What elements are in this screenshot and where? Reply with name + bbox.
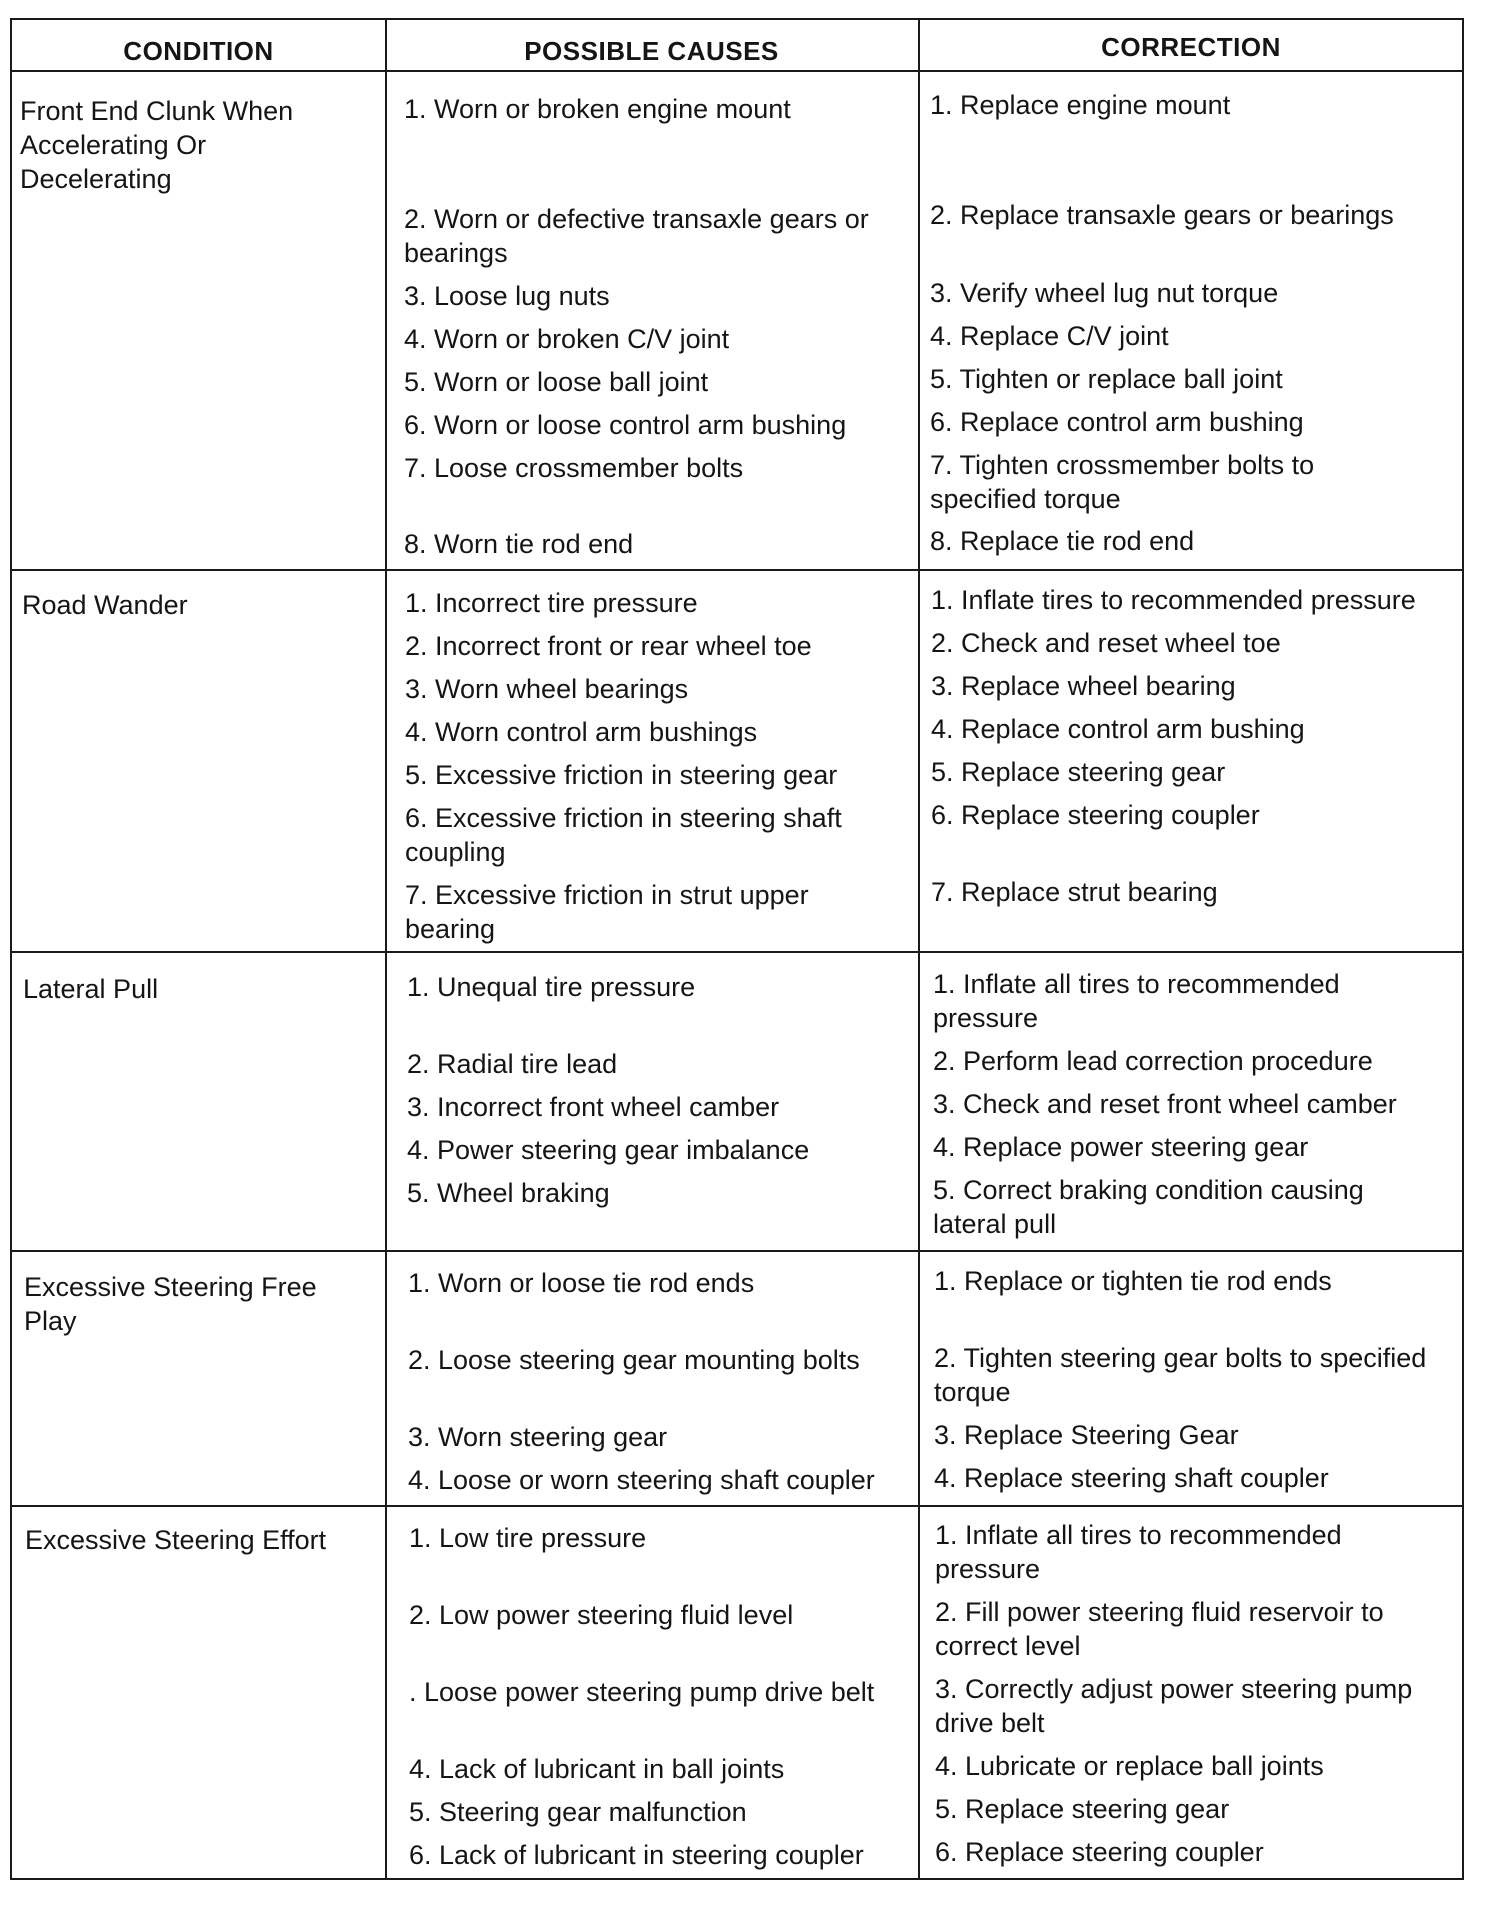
correction-text: 5. Replace steering gear [931, 757, 1226, 787]
correction-text: 2. Fill power steering fluid reservoir to [935, 1597, 1384, 1627]
cause-text: 2. Worn or defective transaxle gears or [404, 204, 869, 234]
correction-text: 4. Replace control arm bushing [931, 714, 1305, 744]
cause-text: 4. Lack of lubricant in ball joints [409, 1754, 785, 1784]
header-condition: CONDITION [123, 36, 274, 66]
correction-text: 4. Replace steering shaft coupler [934, 1463, 1329, 1493]
correction-text: 7. Tighten crossmember bolts to [930, 450, 1315, 480]
cause-text: 7. Loose crossmember bolts [404, 453, 744, 483]
correction-text: 1. Replace engine mount [930, 90, 1231, 120]
cause-text: 1. Worn or broken engine mount [404, 94, 791, 124]
correction-text: 3. Replace Steering Gear [934, 1420, 1239, 1450]
cause-text: 1. Unequal tire pressure [407, 972, 696, 1002]
cause-text: 3. Worn wheel bearings [405, 674, 689, 704]
correction-text: 4. Replace power steering gear [933, 1132, 1309, 1162]
cause-text: 5. Wheel braking [407, 1178, 610, 1208]
cause-text: 1. Incorrect tire pressure [405, 588, 698, 618]
correction-text: 1. Inflate tires to recommended pressure [931, 585, 1416, 615]
correction-text: 2. Perform lead correction procedure [933, 1046, 1373, 1076]
correction-text: 6. Replace steering coupler [935, 1837, 1264, 1867]
cause-text: 5. Worn or loose ball joint [404, 367, 709, 397]
section-divider [12, 569, 1462, 571]
correction-text: 5. Correct braking condition causing [933, 1175, 1364, 1205]
correction-text: 3. Verify wheel lug nut torque [930, 278, 1279, 308]
correction-text: torque [934, 1377, 1011, 1407]
correction-text: specified torque [930, 484, 1121, 514]
correction-text: 1. Inflate all tires to recommended [933, 969, 1340, 999]
section-divider [12, 1505, 1462, 1507]
condition-text: Excessive Steering Effort [25, 1525, 327, 1555]
cause-text: 4. Loose or worn steering shaft coupler [408, 1465, 875, 1495]
cause-text: 1. Worn or loose tie rod ends [408, 1268, 755, 1298]
cause-text: bearing [405, 914, 496, 944]
condition-text: Road Wander [22, 590, 188, 620]
correction-text: 3. Correctly adjust power steering pump [935, 1674, 1413, 1704]
cause-text: 4. Worn or broken C/V joint [404, 324, 730, 354]
condition-text: Accelerating Or [20, 130, 207, 160]
header-possible-causes: POSSIBLE CAUSES [524, 36, 779, 66]
correction-text: 2. Replace transaxle gears or bearings [930, 200, 1394, 230]
cause-text: 8. Worn tie rod end [404, 529, 634, 559]
cause-text: 3. Incorrect front wheel camber [407, 1092, 780, 1122]
section-divider [12, 951, 1462, 953]
correction-text: 1. Replace or tighten tie rod ends [934, 1266, 1332, 1296]
header-correction: CORRECTION [1101, 32, 1281, 62]
condition-text: Decelerating [20, 164, 172, 194]
cause-text: 2. Loose steering gear mounting bolts [408, 1345, 860, 1375]
cause-text: 3. Loose lug nuts [404, 281, 610, 311]
cause-text: 6. Excessive friction in steering shaft [405, 803, 842, 833]
correction-text: 6. Replace control arm bushing [930, 407, 1304, 437]
correction-text: pressure [935, 1554, 1041, 1584]
cause-text: 6. Worn or loose control arm bushing [404, 410, 847, 440]
correction-text: 3. Check and reset front wheel camber [933, 1089, 1397, 1119]
correction-text: 5. Replace steering gear [935, 1794, 1230, 1824]
column-divider [918, 20, 920, 1878]
condition-text: Lateral Pull [23, 974, 159, 1004]
correction-text: 7. Replace strut bearing [931, 877, 1218, 907]
correction-text: 6. Replace steering coupler [931, 800, 1260, 830]
column-divider [385, 20, 387, 1878]
cause-text: coupling [405, 837, 506, 867]
cause-text: 4. Power steering gear imbalance [407, 1135, 810, 1165]
cause-text: 5. Excessive friction in steering gear [405, 760, 838, 790]
cause-text: 1. Low tire pressure [409, 1523, 647, 1553]
section-divider [12, 1250, 1462, 1252]
condition-text: Play [24, 1306, 77, 1336]
correction-text: 4. Replace C/V joint [930, 321, 1169, 351]
correction-text: correct level [935, 1631, 1081, 1661]
cause-text: 2. Incorrect front or rear wheel toe [405, 631, 812, 661]
correction-text: 8. Replace tie rod end [930, 526, 1195, 556]
correction-text: drive belt [935, 1708, 1045, 1738]
correction-text: 1. Inflate all tires to recommended [935, 1520, 1342, 1550]
correction-text: lateral pull [933, 1209, 1057, 1239]
correction-text: 3. Replace wheel bearing [931, 671, 1236, 701]
cause-text: 6. Lack of lubricant in steering coupler [409, 1840, 864, 1870]
cause-text: 5. Steering gear malfunction [409, 1797, 747, 1827]
cause-text: 7. Excessive friction in strut upper [405, 880, 809, 910]
correction-text: 4. Lubricate or replace ball joints [935, 1751, 1324, 1781]
cause-text: bearings [404, 238, 508, 268]
condition-text: Excessive Steering Free [24, 1272, 317, 1302]
condition-text: Front End Clunk When [20, 96, 294, 126]
cause-text: 4. Worn control arm bushings [405, 717, 758, 747]
correction-text: 2. Tighten steering gear bolts to specified [934, 1343, 1427, 1373]
cause-text: . Loose power steering pump drive belt [409, 1677, 875, 1707]
cause-text: 3. Worn steering gear [408, 1422, 668, 1452]
correction-text: 5. Tighten or replace ball joint [930, 364, 1283, 394]
diagnosis-table [10, 18, 1464, 1880]
header-divider [12, 70, 1462, 72]
correction-text: pressure [933, 1003, 1039, 1033]
cause-text: 2. Radial tire lead [407, 1049, 618, 1079]
correction-text: 2. Check and reset wheel toe [931, 628, 1281, 658]
cause-text: 2. Low power steering fluid level [409, 1600, 794, 1630]
